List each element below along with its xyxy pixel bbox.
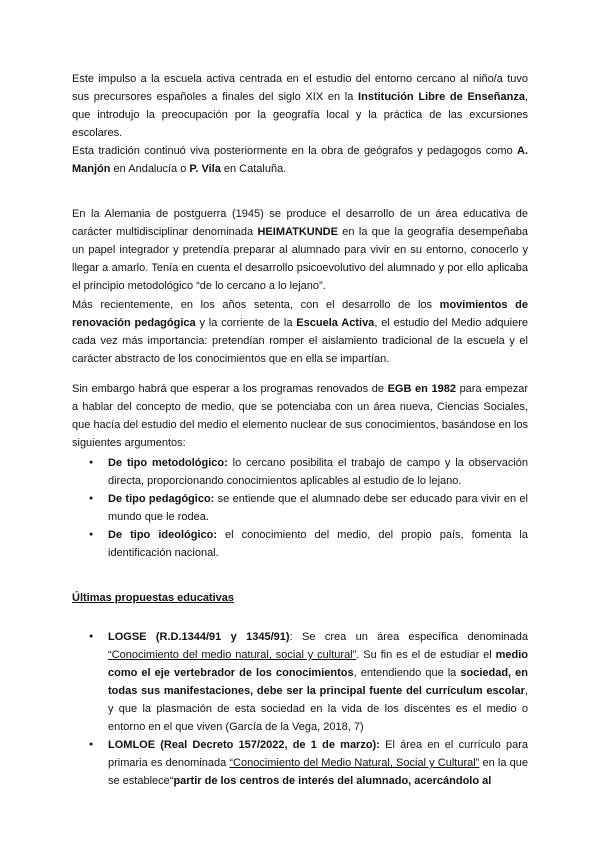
list-item <box>108 490 528 526</box>
section-heading: Últimas propuestas educativas <box>72 592 235 604</box>
bold-text: Escuela Activa <box>296 317 375 329</box>
underlined-text: “Conocimiento del Medio Natural, Social y Cultural” <box>229 757 480 769</box>
text-run: se entiende que el alumnado debe ser educado para vivir en el mundo que le rodea. <box>108 493 528 523</box>
bold-text: Institución Libre de Enseñanza <box>358 91 525 103</box>
paragraph-egb <box>72 380 528 452</box>
list-item <box>108 628 528 736</box>
text-run: . Su fin es el de estudiar el <box>356 649 496 661</box>
paragraph-ile <box>72 70 528 142</box>
underlined-text: “Conocimiento del medio natural, social y cultural” <box>108 649 357 661</box>
bold-text: EGB en 1982 <box>387 383 456 395</box>
paragraph-seventies <box>72 296 528 368</box>
text-run: lo cercano posibilita el trabajo de campo y la observación directa, proporcionando conocimientos aplicables al estudio de lo lejano. <box>108 457 528 487</box>
paragraph-heimatkunde <box>72 205 528 295</box>
text-run: , que introdujo la preocupación por la geografía local y la práctica de las excursiones escolares. <box>72 91 528 139</box>
arguments-list <box>72 454 528 562</box>
text-run: en la que la geografía desempeñaba un papel integrador y pretendía preparar al alumnado para vivir en su entorno, conocerlo y llegar a amarlo. Tenía en cuenta el desarrollo psicoevolutivo del alumnado y por ello aplicaba el principio metodológico “de lo cercano a lo lejano”. <box>72 226 528 292</box>
bold-text: P. Vila <box>189 163 221 175</box>
text-run: Este impulso a la escuela activa centrada en el estudio del entorno cercano al niño/a tuvo sus precursores españoles a finales del siglo XIX en la <box>72 73 528 103</box>
paragraph-tradition <box>72 142 528 178</box>
bold-text: De tipo ideológico: <box>108 529 217 541</box>
text-run: , y que la plasmación de esta sociedad en la vida de los discentes es el medio o entorno en el que viven (García de la Vega, 2018, 7) <box>108 685 528 733</box>
list-item <box>108 736 528 790</box>
text-run: En la Alemania de postguerra (1945) se produce el desarrollo de un área educativa de carácter multidisciplinar denominada <box>72 208 528 238</box>
text-run: Sin embargo habrá que esperar a los programas renovados de <box>72 383 388 395</box>
bold-text: movimientos de renovación pedagógica <box>72 299 528 329</box>
bold-text: partir de los centros de interés del alumnado, acercándolo al <box>173 775 492 787</box>
text-run: El área en el currículo para primaria es denominada <box>108 739 528 769</box>
proposals-list <box>72 628 528 790</box>
text-run: , entendiendo que la <box>353 667 461 679</box>
bold-text: medio como el eje vertebrador de los conocimientos <box>108 649 528 679</box>
text-run: para empezar a hablar del concepto de medio, que se potenciaba con un área nueva, Ciencias Sociales, que hacía del estudio del medio el elemento nuclear de sus conocimientos, basándose en los siguientes argumentos: <box>72 383 528 449</box>
text-run: , el estudio del Medio adquiere cada vez más importancia: pretendían romper el aislamiento tradicional de la escuela y el carácter abstracto de los conocimientos que en ella se impartían. <box>72 317 528 365</box>
text-run: y la corriente de la <box>195 317 297 329</box>
text-run: en Cataluña. <box>220 163 287 175</box>
bold-text: HEIMATKUNDE <box>257 226 338 238</box>
text-run: el conocimiento del medio, del propio país, fomenta la identificación nacional. <box>108 529 528 559</box>
bold-text: LOMLOE (Real Decreto 157/2022, de 1 de marzo): <box>108 739 380 751</box>
bold-text: De tipo pedagógico: <box>108 493 215 505</box>
text-run: Más recientemente, en los años setenta, con el desarrollo de los <box>72 299 440 311</box>
bold-text: A. Manjón <box>72 145 528 175</box>
bold-text: De tipo metodológico: <box>108 457 228 469</box>
bold-text: sociedad, en todas sus manifestaciones, debe ser la principal fuente del currículum escolar <box>108 667 528 697</box>
text-run: en la que se establece“ <box>108 757 528 787</box>
bold-text: LOGSE (R.D.1344/91 y 1345/91) <box>108 631 290 643</box>
list-item <box>108 454 528 490</box>
list-item <box>108 526 528 562</box>
text-run: : Se crea un área específica denominada <box>289 631 528 643</box>
text-run: Esta tradición continuó viva posteriormente en la obra de geógrafos y pedagogos como <box>72 145 517 157</box>
text-run: en Andalucía o <box>110 163 190 175</box>
